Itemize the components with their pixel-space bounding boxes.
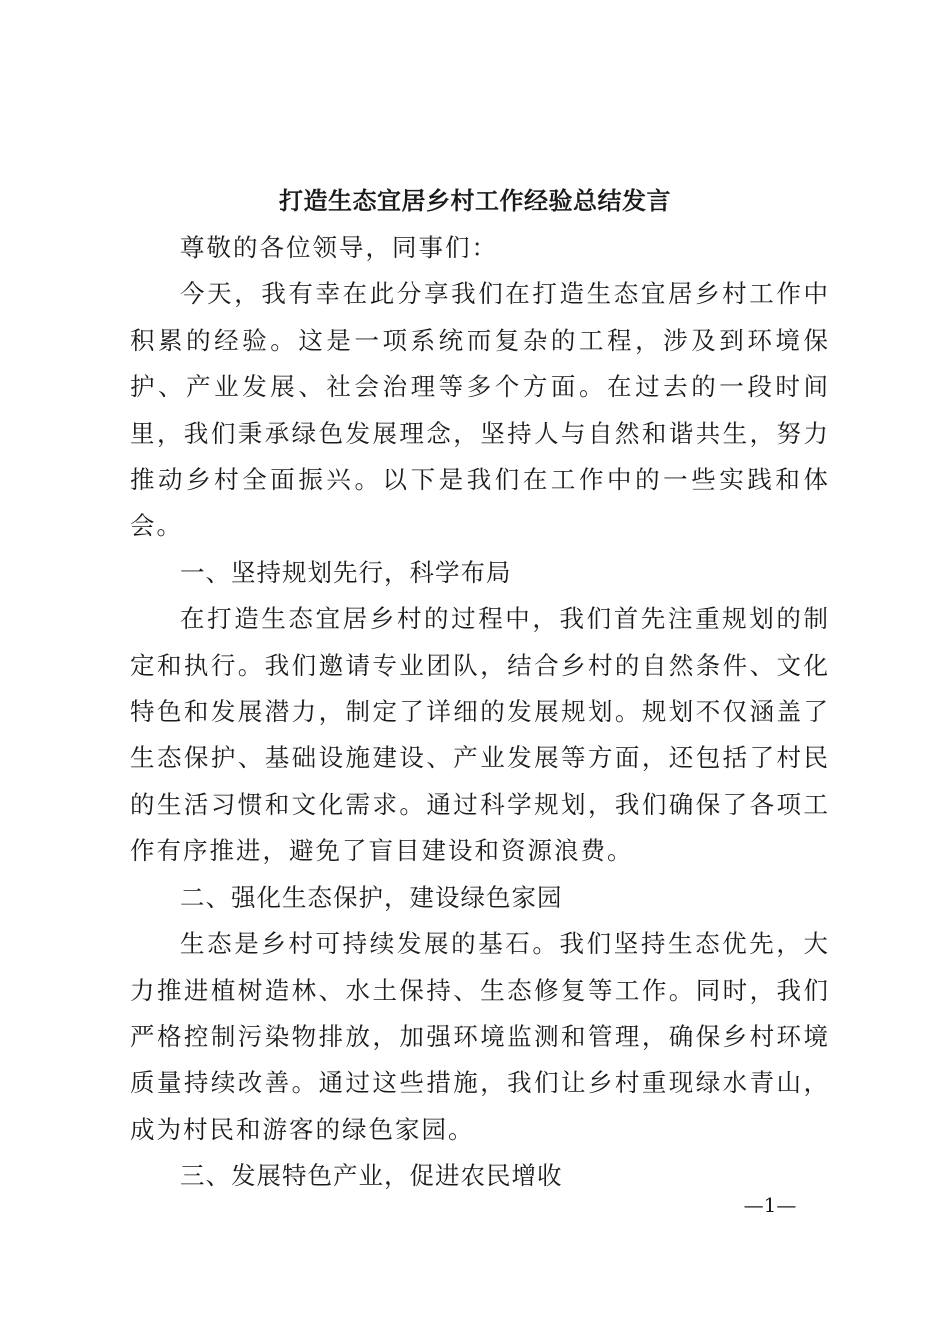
intro-paragraph: 今天，我有幸在此分享我们在打造生态宜居乡村工作中积累的经验。这是一项系统而复杂的工程，涉及到环境保护、产业发展、社会治理等多个方面。在过去的一段时间里，我们秉承绿色发展理念，坚持人与自然和谐共生，努力推动乡村全面振兴。以下是我们在工作中的一些实践和体会。 bbox=[130, 279, 830, 541]
page-number: —1— bbox=[743, 1193, 797, 1217]
section-heading-1: 一、坚持规划先行，科学布局 bbox=[180, 557, 512, 587]
section-heading-3: 三、发展特色产业，促进农民增收 bbox=[180, 1161, 563, 1191]
document-title: 打造生态宜居乡村工作经验总结发言 bbox=[279, 186, 671, 215]
document-body bbox=[130, 225, 830, 1200]
salutation: 尊敬的各位领导，同事们： bbox=[180, 233, 498, 262]
section-body-1: 在打造生态宜居乡村的过程中，我们首先注重规划的制定和执行。我们邀请专业团队，结合乡村的自然条件、文化特色和发展潜力，制定了详细的发展规划。规划不仅涵盖了生态保护、基础设施建设、产业发展等方面，还包括了村民的生活习惯和文化需求。通过科学规划，我们确保了各项工作有序推进，避免了盲目建设和资源浪费。 bbox=[130, 604, 830, 866]
section-body-2: 生态是乡村可持续发展的基石。我们坚持生态优先，大力推进植树造林、水土保持、生态修复等工作。同时，我们严格控制污染物排放，加强环境监测和管理，确保乡村环境质量持续改善。通过这些措施，我们让乡村重现绿水青山，成为村民和游客的绿色家园。 bbox=[130, 929, 830, 1144]
section-heading-2: 二、强化生态保护，建设绿色家园 bbox=[180, 882, 563, 912]
